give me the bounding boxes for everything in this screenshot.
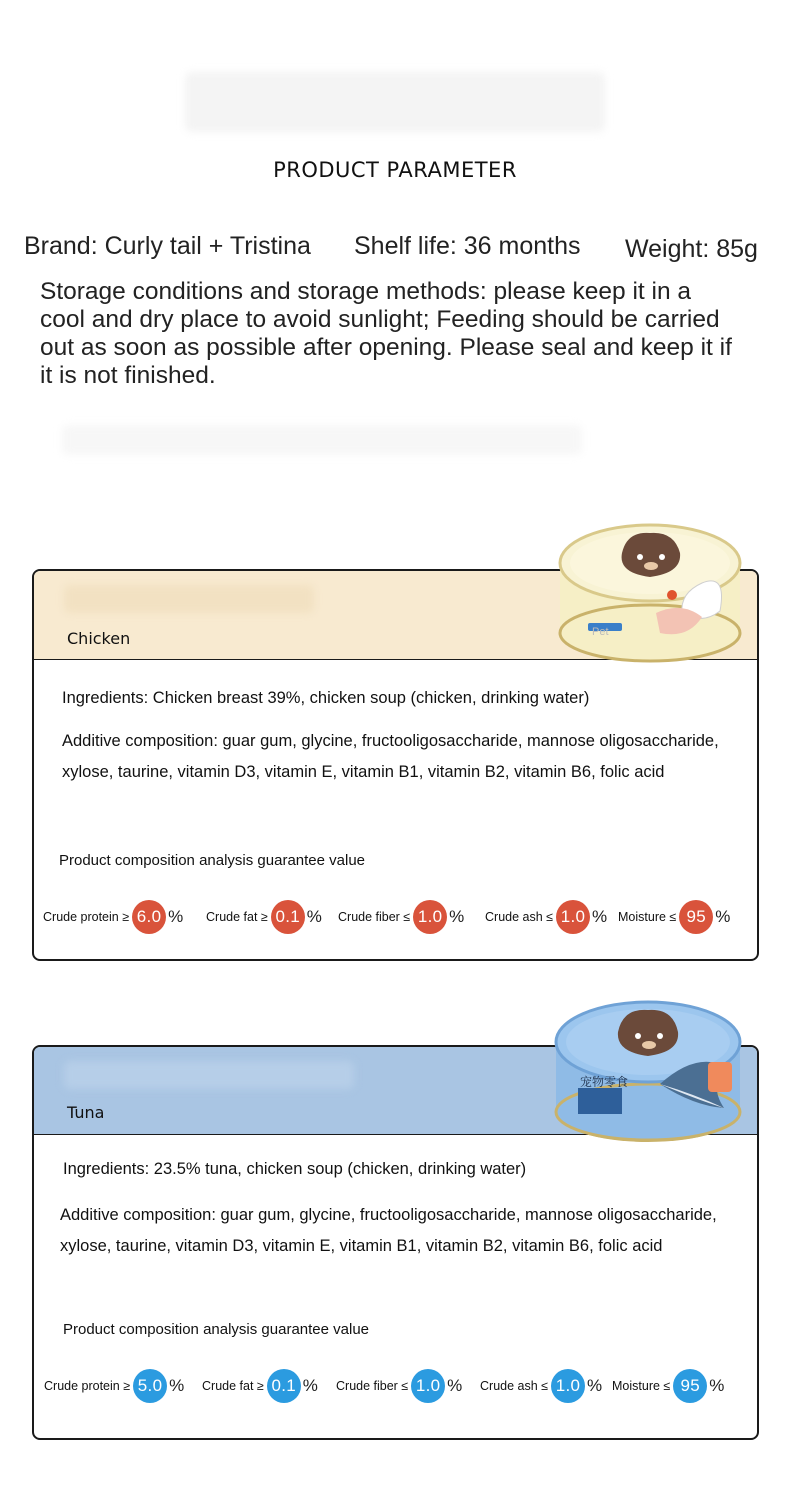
stat-moisture (612, 1366, 724, 1406)
stat-label: Moisture ≤ (612, 1379, 671, 1393)
stat-value-badge: 1.0 (551, 1369, 585, 1403)
analysis-title: Product composition analysis guarantee value (59, 852, 366, 869)
stat-crude-protein (43, 897, 183, 937)
faded-header-text (64, 585, 314, 613)
stat-value-badge: 95 (679, 900, 713, 934)
product-name: Tuna (67, 1103, 105, 1122)
analysis-title: Product composition analysis guarantee value (63, 1321, 370, 1338)
stat-value-badge: 0.1 (267, 1369, 301, 1403)
ingredients-text: Ingredients: Chicken breast 39%, chicken soup (chicken, drinking water) (62, 689, 590, 707)
stat-label: Crude fiber ≤ (336, 1379, 409, 1393)
stat-value-badge: 95 (673, 1369, 707, 1403)
stat-unit: % (169, 1376, 185, 1395)
stat-unit: % (592, 907, 608, 926)
shelf-life-text: Shelf life: 36 months (354, 232, 581, 260)
stat-unit: % (306, 907, 322, 926)
stat-moisture (618, 897, 730, 937)
stat-value-badge: 1.0 (411, 1369, 445, 1403)
stat-crude-ash (480, 1366, 602, 1406)
stat-crude-ash (485, 897, 607, 937)
stat-label: Crude fiber ≤ (338, 910, 411, 924)
stat-unit: % (587, 1376, 603, 1395)
stat-unit: % (447, 1376, 463, 1395)
stat-crude-fiber (338, 897, 464, 937)
faded-caption-text (62, 425, 582, 455)
faded-banner-text (185, 72, 605, 132)
stat-crude-fat (202, 1366, 318, 1406)
weight-text: Weight: 85g (625, 235, 758, 263)
stat-value-badge: 0.1 (271, 900, 305, 934)
product-name: Chicken (67, 629, 131, 648)
stat-value-badge: 5.0 (133, 1369, 167, 1403)
stat-label: Crude ash ≤ (480, 1379, 549, 1393)
tuna-can-image (548, 988, 748, 1148)
stat-label: Crude fat ≥ (202, 1379, 264, 1393)
brand-text: Brand: Curly tail + Tristina (24, 232, 311, 260)
composition-stats (34, 897, 757, 937)
stat-crude-fat (206, 897, 322, 937)
faded-header-text (64, 1061, 354, 1089)
stat-value-badge: 1.0 (556, 900, 590, 934)
stat-unit: % (715, 907, 731, 926)
stat-unit: % (302, 1376, 318, 1395)
stat-unit: % (709, 1376, 725, 1395)
additives-text: Additive composition: guar gum, glycine, fructooligosaccharide, mannose oligosaccharide, xylose, taurine, vitamin D3, vitamin E, vitamin B1, vitamin B2, vitamin B6, folic acid (62, 732, 719, 781)
can-label: 宠物零食 (580, 1075, 629, 1089)
page-title: PRODUCT PARAMETER (273, 158, 517, 182)
stat-label: Crude protein ≥ (43, 910, 130, 924)
stat-value-badge: 6.0 (132, 900, 166, 934)
stat-label: Moisture ≤ (618, 910, 677, 924)
stat-value-badge: 1.0 (413, 900, 447, 934)
storage-conditions-text: Storage conditions and storage methods: please keep it in a cool and dry place to avoid sunlight; Feeding should be carried out as soon as possible after opening. Please seal and keep it if it is not finished. (40, 278, 732, 389)
chicken-can-image (552, 513, 748, 665)
composition-stats (34, 1366, 757, 1406)
stat-unit: % (168, 907, 184, 926)
stat-crude-fiber (336, 1366, 462, 1406)
stat-unit: % (449, 907, 465, 926)
stat-label: Crude fat ≥ (206, 910, 268, 924)
stat-label: Crude ash ≤ (485, 910, 554, 924)
stat-label: Crude protein ≥ (44, 1379, 131, 1393)
ingredients-text: Ingredients: 23.5% tuna, chicken soup (chicken, drinking water) (63, 1160, 527, 1178)
can-label: Pet (592, 626, 609, 638)
stat-crude-protein (44, 1366, 184, 1406)
additives-text: Additive composition: guar gum, glycine, fructooligosaccharide, mannose oligosaccharide, xylose, taurine, vitamin D3, vitamin E, vitamin B1, vitamin B2, vitamin B6, folic acid (60, 1206, 717, 1255)
